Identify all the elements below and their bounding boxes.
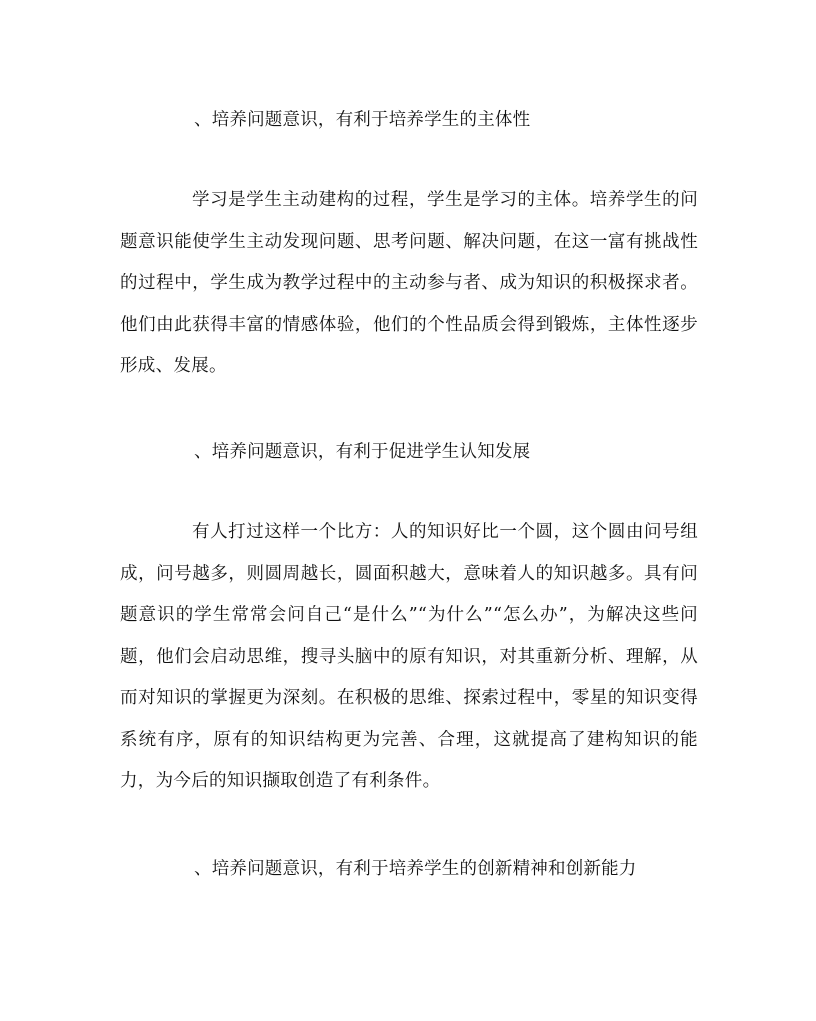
section-heading-1: 、培养问题意识，有利于培养学生的主体性	[194, 110, 531, 130]
section-paragraph-1: 学习是学生主动建构的过程，学生是学习的主体。培养学生的问题意识能使学生主动发现问题、思考问题、解决问题，在这一富有挑战性的过程中，学生成为教学过程中的主动参与者、成为知识的积极探求者。他们由此获得丰富的情感体验，他们的个性品质会得到锻炼，主体性逐步形成、发展。	[120, 190, 698, 376]
section-heading-2: 、培养问题意识，有利于促进学生认知发展	[194, 442, 531, 462]
section-heading-3: 、培养问题意识，有利于培养学生的创新精神和创新能力	[194, 859, 637, 879]
section-paragraph-2: 有人打过这样一个比方：人的知识好比一个圆，这个圆由问号组成，问号越多，则圆周越长，圆面积越大，意味着人的知识越多。具有问题意识的学生常常会问自己“是什么”“为什么”“怎么办”，为解决这些问题，他们会启动思维，搜寻头脑中的原有知识，对其重新分析、理解，从而对知识的掌握更为深刻。在积极的思维、探索过程中，零星的知识变得系统有序，原有的知识结构更为完善、合理，这就提高了建构知识的能力，为今后的知识撷取创造了有利条件。	[120, 522, 698, 791]
